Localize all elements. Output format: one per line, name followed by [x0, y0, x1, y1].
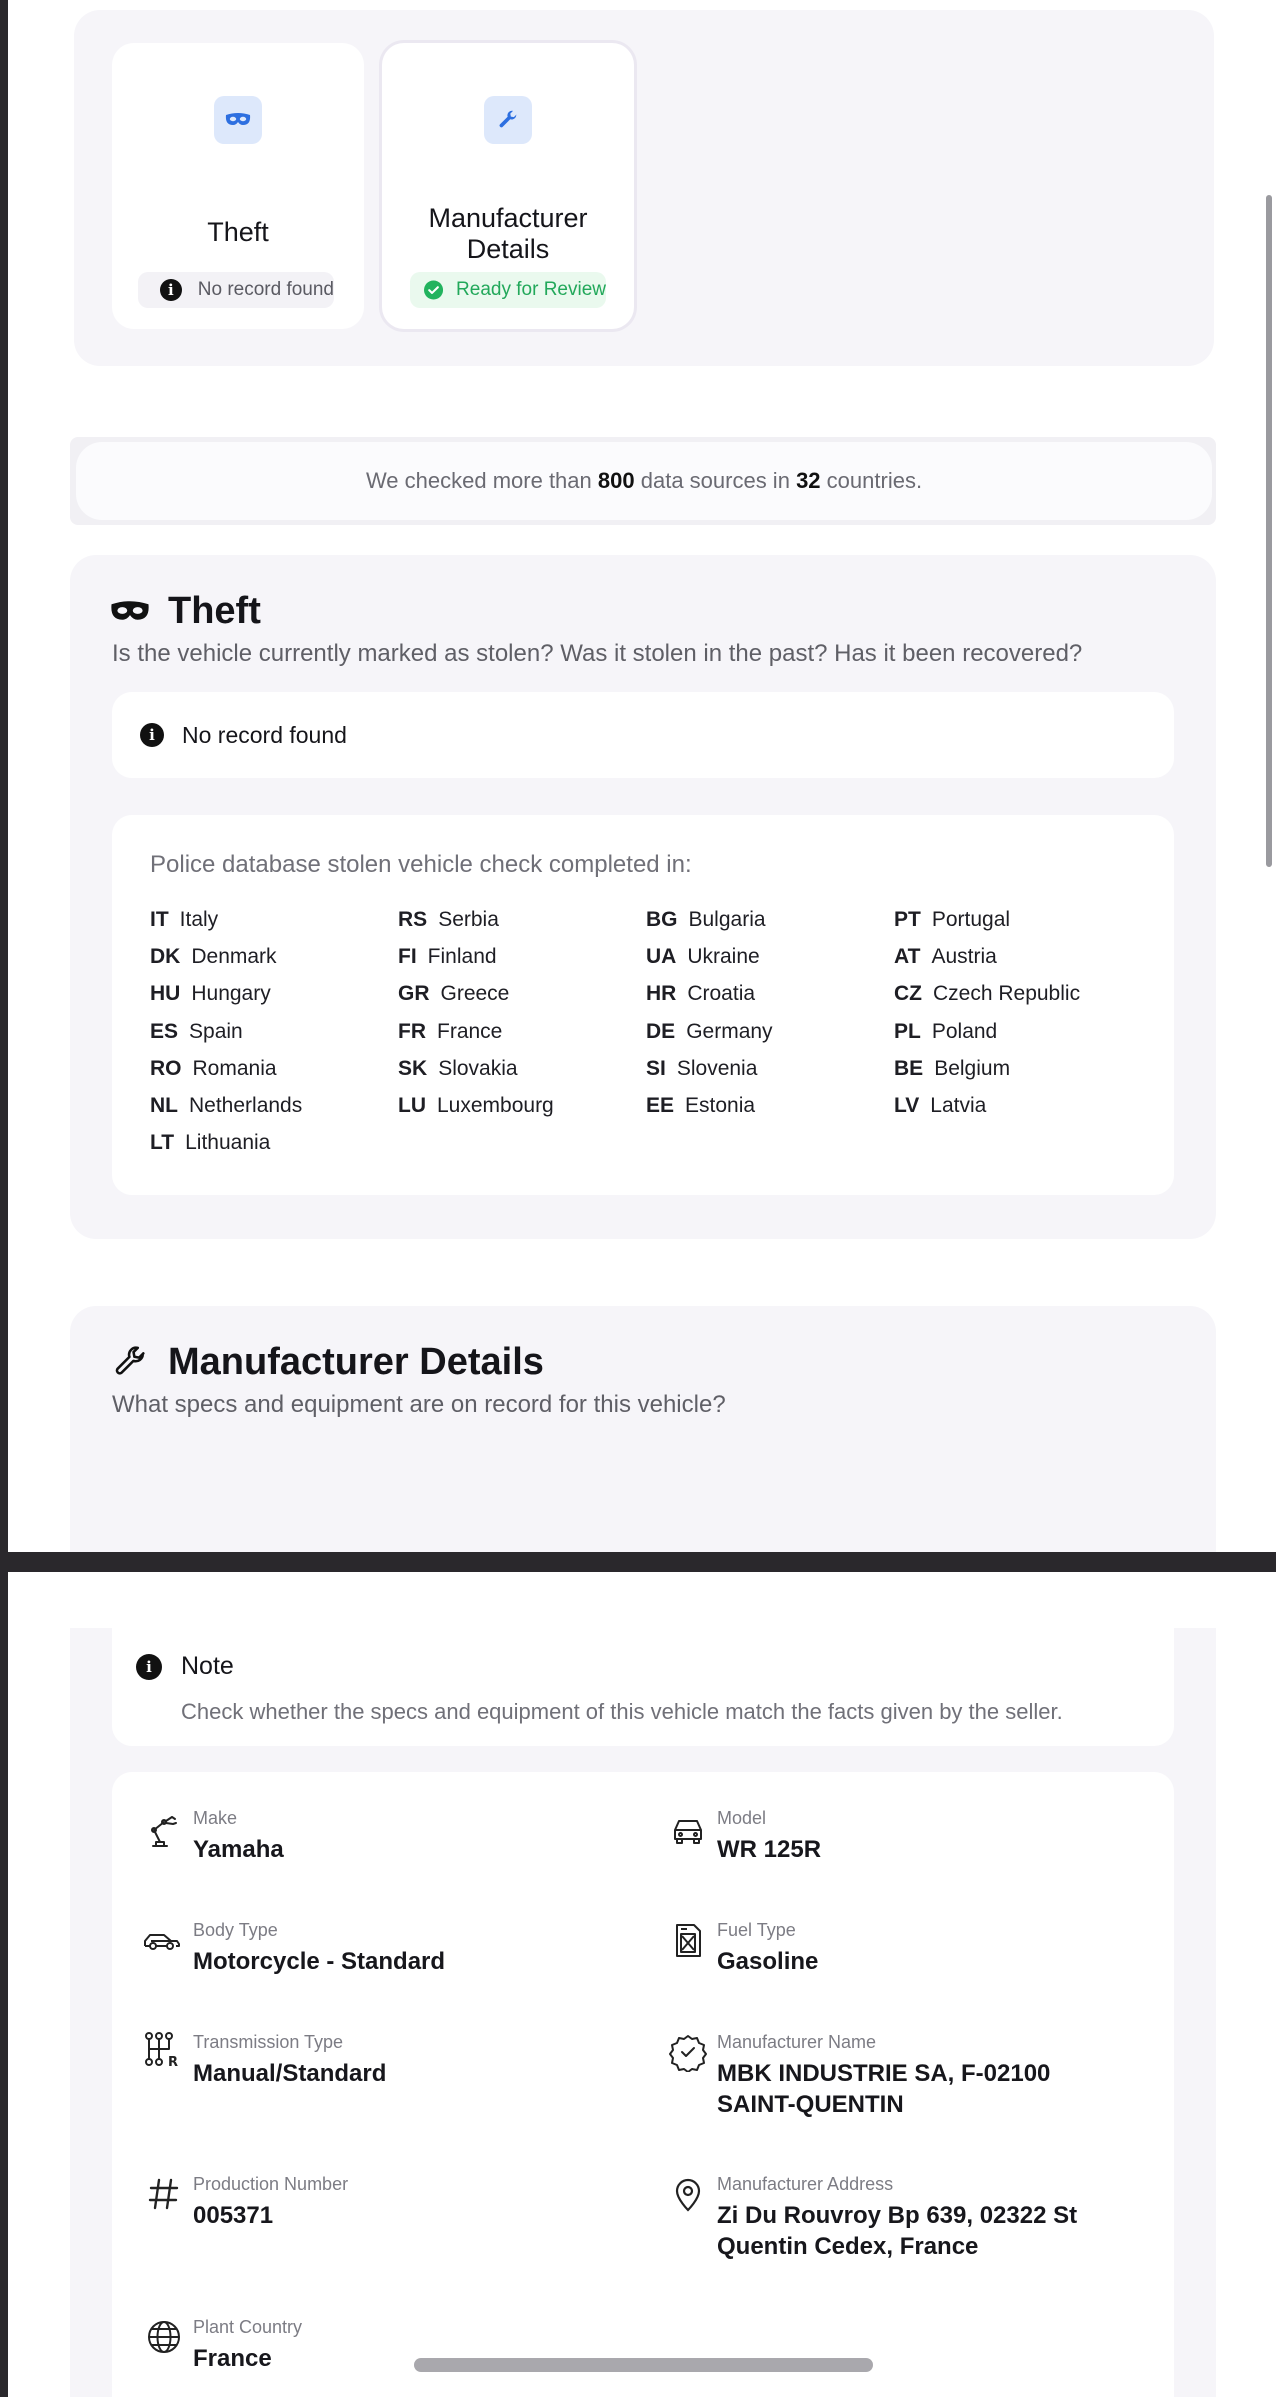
robot-arm-icon	[144, 1810, 184, 1850]
country-name: Hungary	[191, 982, 271, 1006]
sources-banner	[76, 442, 1212, 520]
country-item	[398, 945, 497, 969]
country-item	[398, 1020, 502, 1044]
country-name: Denmark	[191, 945, 277, 969]
country-code: AT	[894, 945, 921, 969]
country-item	[398, 982, 509, 1006]
sources-text: We checked more than	[365, 468, 592, 493]
spec-value-manufacturer-address: Zi Du Rouvroy Bp 639, 02322 St Quentin Cedex, France	[717, 2202, 1078, 2260]
spec-label-manufacturer-address: Manufacturer Address	[717, 2174, 894, 2194]
section-title: Manufacturer Details	[168, 1341, 544, 1383]
status-text: Ready for Review	[456, 279, 606, 300]
spec-value-production-number: 005371	[193, 2202, 274, 2229]
country-code: SK	[398, 1056, 428, 1080]
country-code: BG	[646, 908, 678, 931]
country-item	[646, 982, 755, 1006]
summary-card-title: Theft	[207, 217, 269, 247]
spec-value-fuel-type: Gasoline	[717, 1948, 819, 1975]
country-name: Spain	[189, 1019, 243, 1043]
svg-text:R: R	[168, 2055, 179, 2070]
location-pin-icon	[668, 2174, 708, 2214]
country-item	[150, 1020, 243, 1044]
spec-label-fuel-type: Fuel Type	[717, 1920, 796, 1940]
country-code: BE	[894, 1056, 924, 1080]
country-name: Croatia	[687, 982, 756, 1006]
globe-icon	[144, 2317, 184, 2357]
wrench-icon	[484, 96, 532, 144]
country-code: LT	[150, 1131, 175, 1155]
country-name: Austria	[931, 945, 997, 969]
spec-value-transmission-type: Manual/Standard	[193, 2060, 387, 2087]
spec-label-make: Make	[193, 1808, 238, 1828]
country-item	[894, 1057, 1010, 1081]
country-item	[646, 1094, 755, 1118]
country-item	[646, 908, 766, 932]
country-item	[150, 1094, 302, 1118]
country-code: RS	[398, 908, 428, 931]
spec-value-make: Yamaha	[193, 1836, 284, 1863]
country-item	[150, 1057, 277, 1081]
summary-card-theft[interactable]	[112, 43, 364, 329]
country-item	[398, 908, 499, 932]
country-name: Bulgaria	[688, 908, 766, 931]
country-code: HU	[150, 982, 181, 1006]
country-item	[150, 1131, 270, 1155]
sources-text: countries.	[826, 468, 923, 493]
spec-label-manufacturer-name: Manufacturer Name	[717, 2032, 877, 2052]
country-name: Poland	[931, 1019, 998, 1043]
section-subtitle: What specs and equipment are on record for this vehicle?	[112, 1391, 726, 1418]
spec-value-body-type: Motorcycle - Standard	[193, 1948, 446, 1975]
country-name: Finland	[427, 945, 497, 969]
country-code: FI	[398, 945, 417, 969]
spec-value-manufacturer-name: MBK INDUSTRIE SA, F-02100 SAINT-QUENTIN	[717, 2060, 1051, 2118]
country-code: DK	[150, 945, 181, 969]
country-item	[894, 1020, 997, 1044]
country-name: Lithuania	[185, 1131, 271, 1155]
country-name: Serbia	[438, 908, 499, 931]
country-name: Latvia	[930, 1094, 987, 1117]
country-name: Slovenia	[676, 1056, 758, 1080]
wrench-icon	[113, 1345, 147, 1379]
gearbox-icon	[142, 2030, 182, 2070]
country-code: SI	[646, 1056, 666, 1080]
window-frame	[0, 0, 8, 2397]
country-code: PT	[894, 908, 921, 931]
country-item	[894, 945, 997, 969]
sources-text: data sources in	[640, 468, 790, 493]
country-item	[894, 1094, 986, 1118]
fuel-can-icon	[668, 1920, 708, 1960]
country-name: Luxembourg	[437, 1094, 554, 1117]
country-item	[398, 1094, 554, 1118]
section-subtitle: Is the vehicle currently marked as stolen? Was it stolen in the past? Has it been recovered?	[112, 640, 1083, 667]
country-name: Estonia	[685, 1094, 756, 1117]
country-item	[150, 982, 271, 1006]
country-name: Netherlands	[189, 1094, 303, 1117]
country-item	[646, 1057, 757, 1081]
country-code: UA	[646, 945, 677, 969]
status-badge	[410, 272, 606, 308]
country-code: NL	[150, 1094, 178, 1117]
country-code: ES	[150, 1019, 179, 1043]
spec-label-transmission-type: Transmission Type	[193, 2032, 344, 2052]
country-code: LV	[894, 1094, 920, 1117]
country-name: France	[437, 1019, 503, 1043]
theft-status-text: No record found	[182, 721, 347, 748]
spec-label-body-type: Body Type	[193, 1920, 278, 1940]
screenshot-divider	[0, 1552, 1276, 1572]
hash-icon	[144, 2174, 184, 2214]
country-code: EE	[646, 1094, 675, 1117]
country-name: Ukraine	[687, 945, 760, 969]
mask-icon	[214, 96, 262, 144]
country-name: Italy	[179, 908, 219, 931]
spec-label-plant-country: Plant Country	[193, 2317, 303, 2337]
country-code: HR	[646, 982, 677, 1006]
country-code: FR	[398, 1019, 426, 1043]
spec-value-model: WR 125R	[717, 1836, 822, 1863]
country-code: GR	[398, 982, 430, 1006]
car-side-icon	[142, 1922, 182, 1962]
scrollbar[interactable]	[1266, 195, 1272, 867]
info-icon: i	[160, 279, 182, 301]
car-front-icon	[668, 1810, 708, 1850]
note-title: Note	[181, 1652, 234, 1680]
country-code: CZ	[894, 982, 922, 1006]
country-name: Greece	[440, 982, 510, 1006]
spec-label-model: Model	[717, 1808, 767, 1828]
country-item	[150, 945, 277, 969]
country-code: IT	[150, 908, 169, 931]
country-name: Czech Republic	[933, 982, 1081, 1006]
country-code: LU	[398, 1094, 426, 1117]
check-circle-icon	[424, 279, 443, 301]
status-badge	[138, 272, 334, 308]
section-title: Theft	[168, 590, 261, 632]
country-name: Germany	[686, 1019, 773, 1043]
home-indicator[interactable]	[414, 2358, 873, 2372]
country-name: Belgium	[934, 1056, 1011, 1080]
country-item	[894, 908, 1010, 932]
country-item	[150, 908, 218, 932]
info-icon: i	[140, 723, 164, 747]
police-check-heading: Police database stolen vehicle check completed in:	[150, 851, 692, 878]
note-card	[112, 1628, 1174, 1746]
country-name: Romania	[192, 1056, 277, 1080]
spec-value-plant-country: France	[193, 2345, 272, 2372]
note-text: Check whether the specs and equipment of this vehicle match the facts given by the seller.	[181, 1699, 1063, 1724]
theft-status-card	[112, 692, 1174, 778]
country-item	[398, 1057, 518, 1081]
summary-card-manufacturer-details[interactable]	[382, 43, 634, 329]
country-name: Portugal	[931, 908, 1011, 931]
summary-card-title: Manufacturer Details	[428, 203, 588, 264]
verified-badge-icon	[668, 2032, 708, 2072]
countries-count: 32	[796, 468, 821, 493]
country-item	[646, 945, 760, 969]
country-item	[894, 982, 1080, 1006]
info-icon: i	[136, 1654, 162, 1680]
spec-label-production-number: Production Number	[193, 2174, 349, 2194]
country-code: DE	[646, 1019, 676, 1043]
sources-count: 800	[597, 468, 635, 493]
country-code: RO	[150, 1056, 182, 1080]
country-item	[646, 1020, 773, 1044]
status-text: No record found	[197, 279, 334, 300]
country-name: Slovakia	[438, 1056, 518, 1080]
country-code: PL	[894, 1019, 921, 1043]
mask-icon	[110, 598, 150, 626]
